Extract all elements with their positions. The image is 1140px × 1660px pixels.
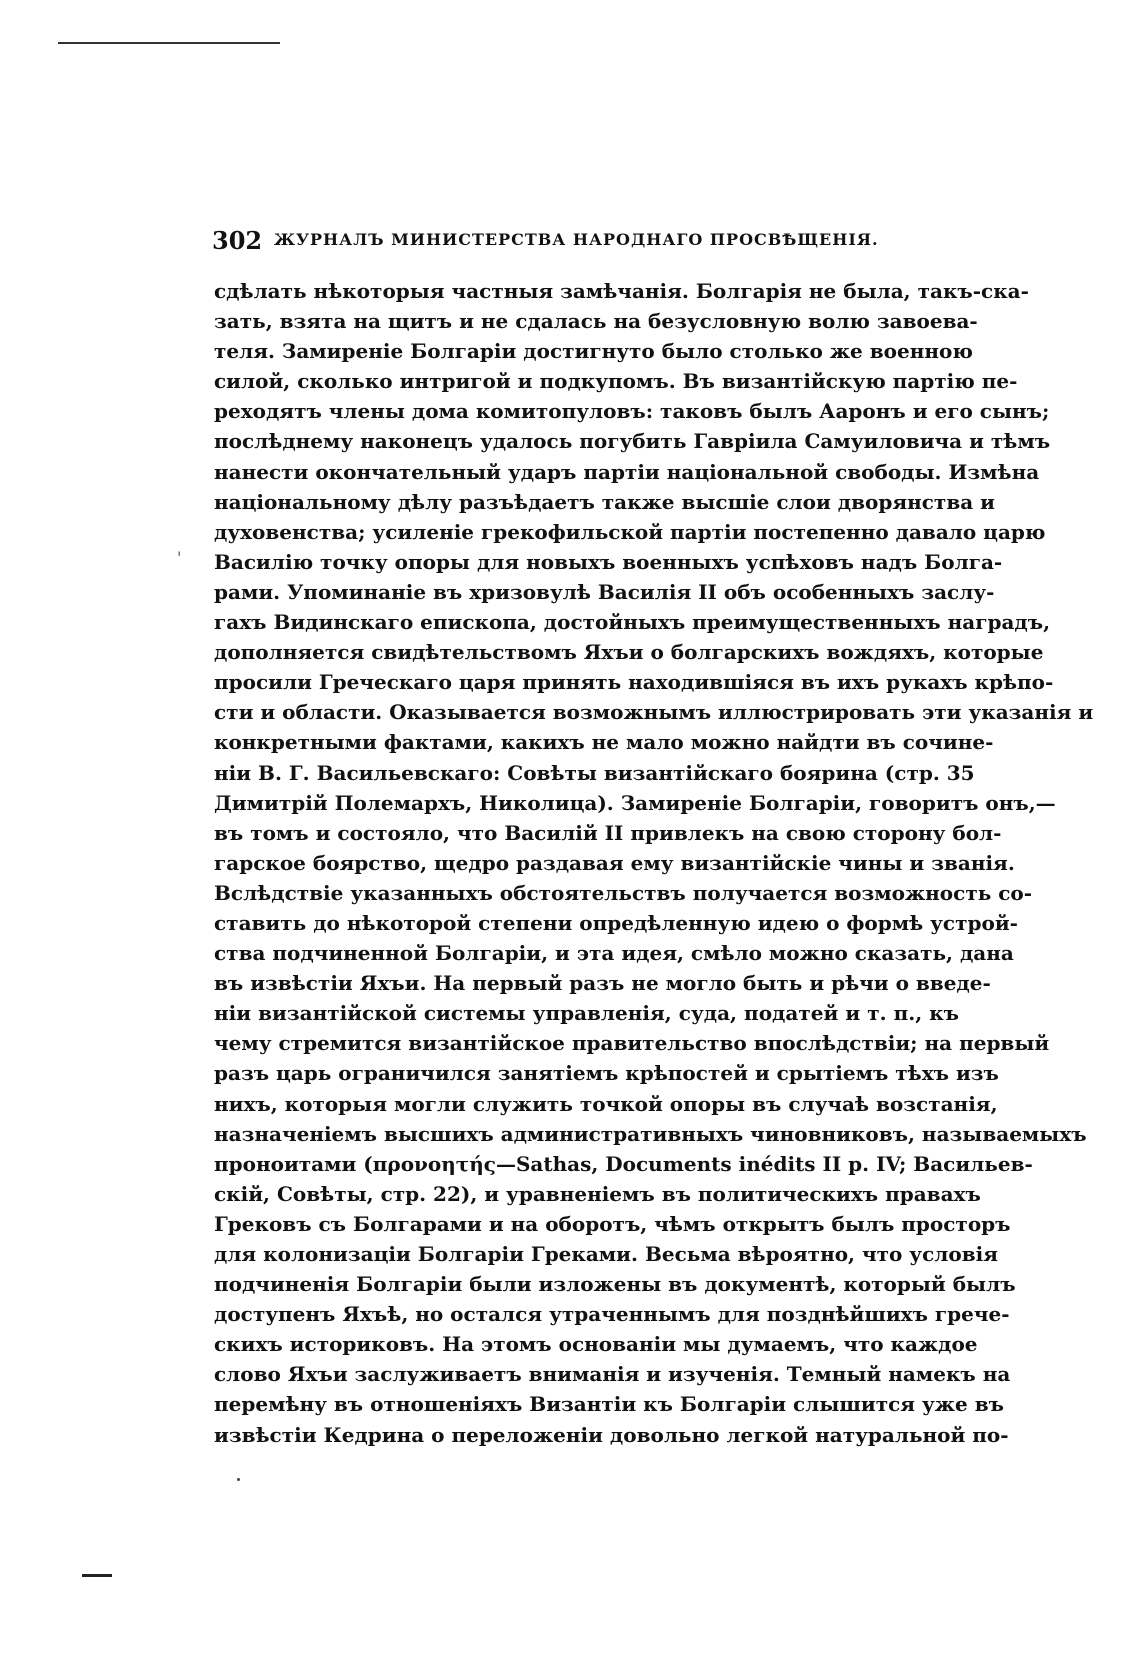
- text-line: силой, сколько интригой и подкупомъ. Въ византійскую партію пе-: [214, 369, 1018, 394]
- text-line: ніи византійской системы управленія, суда, податей и т. п., къ: [214, 1001, 959, 1026]
- top-rule: [58, 42, 280, 44]
- text-line: пронoитами (προνοητής—Sathas, Documents inédits II p. IV; Васильев-: [214, 1151, 1033, 1176]
- text-line: подчиненія Болгаріи были изложены въ документѣ, который былъ: [214, 1272, 1016, 1297]
- text-line: слово Яхъи заслуживаетъ вниманія и изученія. Темный намекъ на: [214, 1362, 1011, 1387]
- text-line: нихъ, которыя могли служить точкой опоры въ случаѣ возстанія,: [214, 1091, 998, 1116]
- running-title: ЖУРНАЛЪ МИНИСТЕРСТВА НАРОДНАГО ПРОСВѢЩЕНІЯ.: [274, 230, 879, 249]
- text-line: духовенства; усиленіе грекофильской партіи постепенно давало царю: [214, 519, 1046, 544]
- text-line: Вслѣдствіе указанныхъ обстоятельствъ получается возможность со-: [214, 880, 1033, 905]
- text-line: ніи В. Г. Васильевскаго: Совѣты византійскаго боярина (стр. 35: [214, 760, 975, 785]
- text-line: для колонизаціи Болгаріи Греками. Весьма вѣроятно, что условія: [214, 1242, 998, 1266]
- text-line: просили Греческаго царя принять находившіяся въ ихъ рукахъ крѣпо-: [214, 670, 1054, 695]
- body-text: [214, 276, 1094, 1450]
- text-line: ставить до нѣкоторой степени опредѣленную идею о формѣ устрой-: [214, 910, 1018, 935]
- text-line: перемѣну въ отношеніяхъ Византіи къ Болгаріи слышится уже въ: [214, 1392, 1004, 1417]
- text-line: сти и области. Оказывается возможнымъ иллюстрировать эти указанія и: [214, 700, 1094, 725]
- text-line: конкретными фактами, какихъ не мало можно найдти въ сочине-: [214, 730, 994, 755]
- text-line: рами. Упоминаніе въ хризовулѣ Василія II объ особенныхъ заслу-: [214, 579, 995, 604]
- text-line: дополняется свидѣтельствомъ Яхъи о болгарскихъ вождяхъ, которые: [214, 640, 1044, 665]
- page-header: [212, 226, 879, 258]
- stray-dot: [237, 1478, 240, 1481]
- text-line: скій, Совѣты, стр. 22), и уравненіемъ въ политическихъ правахъ: [214, 1181, 981, 1206]
- text-line: извѣстіи Кедрина о переложеніи довольно легкой натуральной по-: [214, 1422, 1009, 1447]
- text-line: Василію точку опоры для новыхъ военныхъ успѣховъ надъ Болга-: [214, 549, 1003, 574]
- text-line: теля. Замиреніе Болгаріи достигнуто было столько же военною: [214, 339, 973, 364]
- text-line: доступенъ Яхъѣ, но остался утраченнымъ для позднѣйшихъ грече-: [214, 1302, 1010, 1327]
- text-line: нанести окончательный ударъ партіи національной свободы. Измѣна: [214, 459, 1040, 484]
- text-line: гарское боярство, щедро раздавая ему византійскіе чины и званія.: [214, 850, 1015, 875]
- text-line: Грековъ съ Болгарами и на оборотъ, чѣмъ открытъ былъ просторъ: [214, 1211, 1011, 1236]
- text-line: гахъ Видинскаго епископа, достойныхъ преимущественныхъ наградъ,: [214, 610, 1051, 635]
- text-line: разъ царь ограничился занятіемъ крѣпостей и срытіемъ тѣхъ изъ: [214, 1061, 999, 1086]
- text-line: реходятъ члены дома комитопуловъ: таковъ былъ Ааронъ и его сынъ;: [214, 399, 1050, 424]
- text-line: чему стремится византійское правительство впослѣдствіи; на первый: [214, 1031, 1050, 1056]
- text-line: въ томъ и состояло, что Василій II привлекъ на свою сторону бол-: [214, 820, 1002, 845]
- text-line: скихъ историковъ. На этомъ основаніи мы думаемъ, что каждое: [214, 1332, 978, 1357]
- text-line: зать, взята на щитъ и не сдалась на безусловную волю завоева-: [214, 309, 978, 334]
- text-line: назначеніемъ высшихъ административныхъ чиновниковъ, называемыхъ: [214, 1121, 1087, 1146]
- text-line: послѣднему наконецъ удалось погубить Гавріила Самуиловича и тѣмъ: [214, 429, 1051, 454]
- text-line: ства подчиненной Болгаріи, и эта идея, смѣло можно сказать, дана: [214, 941, 1014, 966]
- text-line: сдѣлать нѣкоторыя частныя замѣчанія. Болгарія не была, такъ-ска-: [214, 279, 1029, 303]
- margin-mark: ': [177, 548, 182, 567]
- text-line: національному дѣлу разъѣдаетъ также высшіе слои дворянства и: [214, 489, 995, 514]
- text-line: въ извѣстіи Яхъи. На первый разъ не могло быть и рѣчи о введе-: [214, 971, 991, 996]
- text-line: Димитрій Полемархъ, Николица). Замиреніе Болгаріи, говоритъ онъ,—: [214, 790, 1056, 815]
- page-number: 302: [212, 226, 263, 255]
- bottom-dash: [82, 1574, 112, 1577]
